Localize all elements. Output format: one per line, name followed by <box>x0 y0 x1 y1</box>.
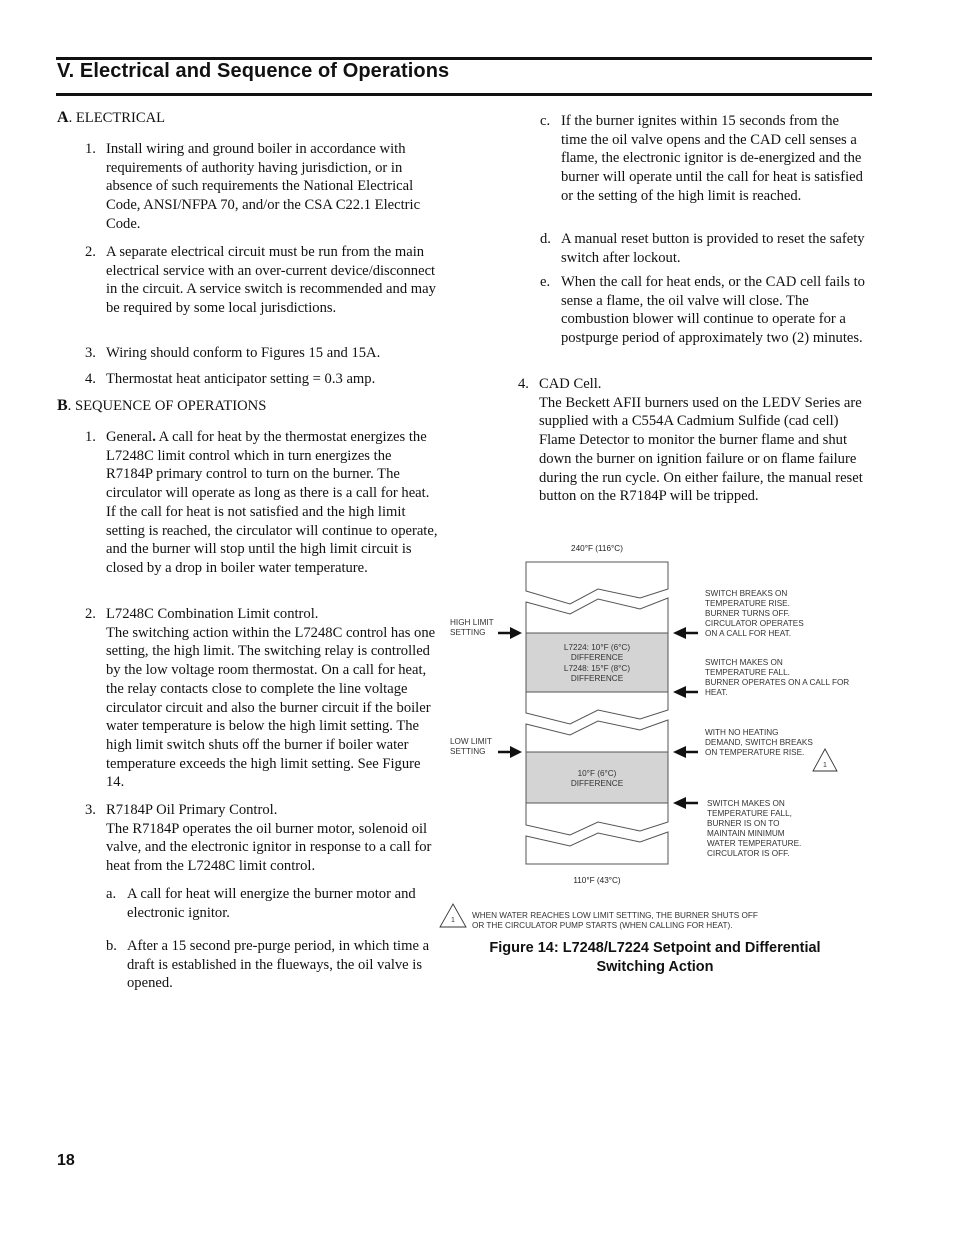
note4-line-4: MAINTAIN MINIMUM <box>707 829 785 838</box>
subitem-letter: b. <box>106 938 117 954</box>
figure-caption <box>445 939 865 976</box>
subitem-text: A call for heat will energize the burner motor and electronic ignitor. <box>127 886 416 921</box>
footnote-line-2: OR THE CIRCULATOR PUMP STARTS (WHEN CALLING FOR HEAT). <box>472 921 733 930</box>
figure-caption-line-2: Switching Action <box>596 958 714 975</box>
low-limit-arrow-icon <box>498 746 522 758</box>
lower-diff-line-1: 10°F (6°C) <box>577 769 617 778</box>
subitem-letter: a. <box>106 886 117 902</box>
switch-breaks-arrow-icon <box>673 627 698 639</box>
subitem-letter: e. <box>540 274 551 290</box>
high-limit-label-2: SETTING <box>450 628 486 637</box>
no-demand-arrow-icon <box>673 746 698 758</box>
switch-makes-arrow-icon <box>673 686 698 698</box>
item-number: 3. <box>85 345 96 361</box>
subitem-letter: c. <box>540 113 551 129</box>
note3-line-1: WITH NO HEATING <box>705 728 779 737</box>
note4-line-2: TEMPERATURE FALL, <box>707 809 792 818</box>
item-title: L7248C Combination Limit control. <box>106 606 319 622</box>
note2-line-2: TEMPERATURE FALL. <box>705 668 790 677</box>
item-text: Install wiring and ground boiler in accordance with requirements of authority having jurisdiction, or in absence of such requirements the National Electrical Code, ANSI/NFPA 70, and/or the CSA C22.1 Electric Code. <box>106 141 421 232</box>
min-temp-arrow-icon <box>673 797 698 809</box>
item-text: General. A call for heat by the thermostat energizes the L7248C limit control which in turn energizes the R7184P primary control to turn on the burner. The circulator will operate as long as there is a call for heat. If the call for heat is not satisfied and the high limit setting is reached, the circulator will continue to operate, and the burner will stop until the high limit circuit is closed by a drop in boiler water temperature. <box>106 429 438 576</box>
item-title: R7184P Oil Primary Control. <box>106 802 278 818</box>
high-limit-arrow-icon <box>498 627 522 639</box>
item-text: A separate electrical circuit must be run from the main electrical service with an over-current device/disconnect in the circuit. A service switch is recommended and may be required by some local jurisdictions. <box>106 244 436 317</box>
note1-line-4: CIRCULATOR OPERATES <box>705 619 804 628</box>
footnote-line-1: WHEN WATER REACHES LOW LIMIT SETTING, THE BURNER SHUTS OFF <box>472 911 758 920</box>
item-text: The Beckett AFII burners used on the LEDV Series are supplied with a C554A Cadmium Sulfide (cad cell) Flame Detector to monitor the burner flame and shut down the burner on ignition failure or on flame failure during the run cycle. On either failure, the manual reset button on the R7184P will be tripped. <box>539 394 863 505</box>
subitem-text: When the call for heat ends, or the CAD cell fails to sense a flame, the oil valve will close. The combustion blower will continue to operate for a postpurge period of approximately two (2) minutes. <box>561 274 865 347</box>
note1-line-1: SWITCH BREAKS ON <box>705 589 788 598</box>
note3-line-3: ON TEMPERATURE RISE. <box>705 748 805 757</box>
item-text: Wiring should conform to Figures 15 and 15A. <box>106 345 381 361</box>
item-number: 4. <box>85 371 96 387</box>
note4-line-5: WATER TEMPERATURE. <box>707 839 802 848</box>
warning-triangle-icon <box>813 749 837 771</box>
heading-text-sequence: . SEQUENCE OF OPERATIONS <box>67 398 267 414</box>
subitem-letter: d. <box>540 231 551 247</box>
item-number: 1. <box>85 429 96 445</box>
heading-letter-b: B <box>57 397 68 414</box>
lower-diff-line-2: DIFFERENCE <box>570 779 624 788</box>
heading-text-electrical: . ELECTRICAL <box>68 110 166 126</box>
note4-line-1: SWITCH MAKES ON <box>707 799 785 808</box>
gauge-upper-segment <box>526 598 668 633</box>
note1-line-5: ON A CALL FOR HEAT. <box>705 629 791 638</box>
note2-line-1: SWITCH MAKES ON <box>705 658 783 667</box>
item-number: 1. <box>85 141 96 157</box>
item-number: 2. <box>85 606 96 622</box>
item-number: 2. <box>85 244 96 260</box>
figure-caption-line-1: Figure 14: L7248/L7224 Setpoint and Differential <box>489 940 821 956</box>
gauge-top-segment <box>526 562 668 604</box>
item-title: CAD Cell. <box>539 376 602 392</box>
gauge-bottom-segment <box>526 832 668 864</box>
top-temperature-label: 240°F (116°C) <box>571 544 623 553</box>
note4-line-3: BURNER IS ON TO <box>707 819 780 828</box>
svg-text:1: 1 <box>823 762 827 769</box>
item-text: The R7184P operates the oil burner motor, solenoid oil valve, and the electronic ignitor in response to a call for heat from the L7248C limit control. <box>106 820 432 875</box>
item-text: Thermostat heat anticipator setting = 0.3 amp. <box>106 371 376 387</box>
upper-diff-line-1: L7224: 10°F (6°C) <box>563 643 631 652</box>
gauge-upper-differential-band <box>526 633 668 692</box>
note1-line-3: BURNER TURNS OFF. <box>705 609 790 618</box>
gauge-lower-segment <box>526 803 668 835</box>
item-number: 3. <box>85 802 96 818</box>
note1-line-2: TEMPERATURE RISE. <box>705 599 790 608</box>
subitem-text: A manual reset button is provided to reset the safety switch after lockout. <box>561 231 865 266</box>
page-number: 18 <box>57 1152 75 1169</box>
upper-diff-line-3: L7248: 15°F (8°C) <box>563 664 631 673</box>
note2-line-4: HEAT. <box>705 688 728 697</box>
gauge-middle-lower-segment <box>526 720 668 752</box>
note2-line-3: BURNER OPERATES ON A CALL FOR <box>705 678 850 687</box>
item-number: 4. <box>518 376 529 392</box>
section-title: V. Electrical and Sequence of Operations <box>57 60 450 82</box>
item-text: The switching action within the L7248C control has one setting, the high limit. The switching relay is controlled by the low voltage room thermostat. On a call for heat, the relay contacts close to complete the line voltage circulator circuit and also the burner circuit if the boiler water temperature is below the high limit setting. The high limit switch shuts off the burner if boiler water temperature exceeds the high limit setting. See Figure 14. <box>106 624 436 791</box>
item-lead: General <box>106 429 153 445</box>
high-limit-label-1: HIGH LIMIT <box>450 618 494 627</box>
bottom-temperature-label: 110°F (43°C) <box>573 876 621 885</box>
footnote-warning-triangle-icon <box>440 904 466 927</box>
item-body: A call for heat by the thermostat energizes the L7248C limit control which in turn energizes the R7184P primary control to turn on the burner. The circulator will operate as long as there is a call for heat. If the call for heat is not satisfied and the high limit setting is reached, the circulator will continue to operate, and the burner will stop until the high limit circuit is closed by a drop in boiler water temperature. <box>106 429 438 576</box>
subitem-text: If the burner ignites within 15 seconds from the time the oil valve opens and the CAD cell senses a flame, the electronic ignitor is de-energized and the burner will operate until the call for heat is satisfied or the setting of the high limit is reached. <box>561 113 863 204</box>
low-limit-label-2: SETTING <box>450 747 486 756</box>
upper-diff-line-4: DIFFERENCE <box>570 674 624 683</box>
low-limit-label-1: LOW LIMIT <box>450 737 492 746</box>
note3-line-2: DEMAND, SWITCH BREAKS <box>705 738 813 747</box>
note4-line-6: CIRCULATOR IS OFF. <box>707 849 790 858</box>
subitem-text: After a 15 second pre-purge period, in which time a draft is established in the flueways, the oil valve is opened. <box>127 938 430 992</box>
gauge-middle-segment <box>526 692 668 724</box>
upper-diff-line-2: DIFFERENCE <box>570 653 624 662</box>
svg-text:1: 1 <box>451 917 455 924</box>
heading-letter-a: A <box>57 109 69 126</box>
